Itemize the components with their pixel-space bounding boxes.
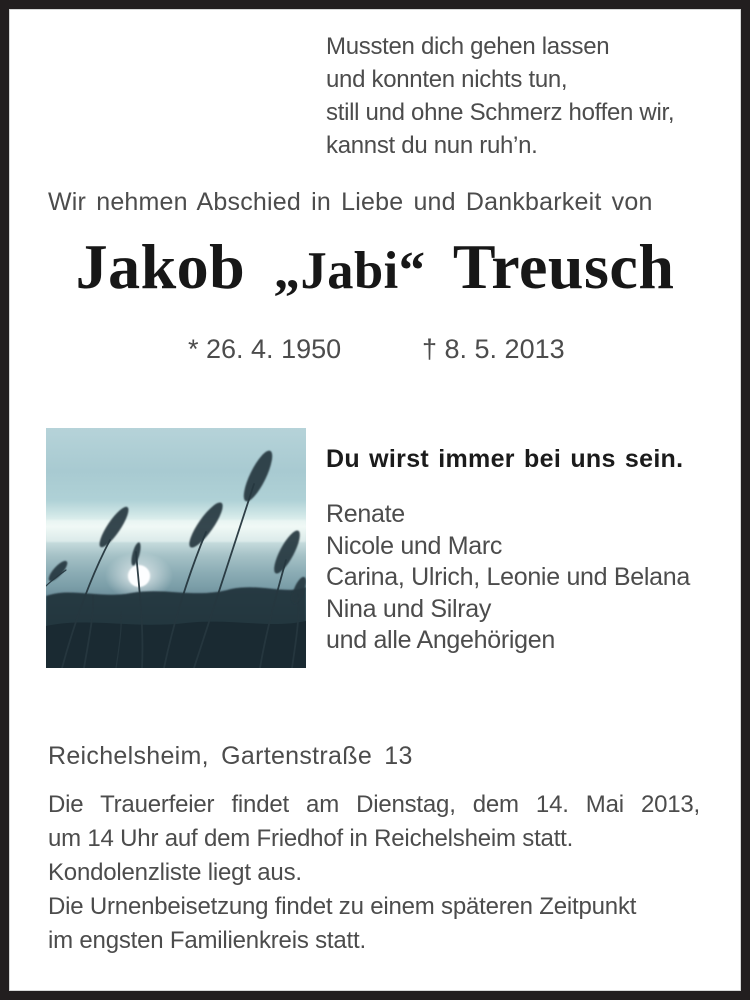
mourner: Nicole und Marc (326, 531, 503, 560)
address-line: Reichelsheim, Gartenstraße 13 (48, 742, 413, 770)
poem-line: und konnten nichts tun, (326, 66, 568, 93)
mourner: Nina und Silray (326, 594, 492, 623)
farewell-message: Du wirst immer bei uns sein. (326, 445, 684, 473)
funeral-details-line: Die Urnenbeisetzung findet zu einem späteren Zeitpunkt (48, 893, 637, 920)
deceased-first-name: Jakob (75, 231, 246, 302)
mourner: Renate (326, 500, 405, 528)
memorial-photo-sunset-grass (46, 428, 306, 668)
death-date: † 8. 5. 2013 (422, 334, 565, 364)
funeral-details-line: im engsten Familienkreis statt. (48, 927, 366, 954)
life-dates (0, 334, 750, 370)
mourner: und alle Angehörigen (326, 626, 555, 654)
funeral-details-line: um 14 Uhr auf dem Friedhof in Reichelsheim statt. (48, 825, 574, 852)
birth-date: * 26. 4. 1950 (188, 334, 342, 364)
mourners-list (326, 499, 690, 657)
mourner: Carina, Ulrich, Leonie und Belana (326, 563, 690, 591)
funeral-details (48, 788, 700, 958)
deceased-name (0, 226, 750, 312)
poem-line: kannst du nun ruh’n. (326, 132, 538, 159)
deceased-nickname: „Jabi“ (273, 242, 426, 300)
funeral-details-line: Kondolenzliste liegt aus. (48, 859, 302, 886)
deceased-last-name: Treusch (452, 231, 675, 302)
poem-line: Mussten dich gehen lassen (326, 33, 610, 60)
memorial-poem (326, 30, 674, 162)
poem-line: still und ohne Schmerz hoffen wir, (326, 99, 675, 126)
funeral-details-line: Die Trauerfeier findet am Dienstag, dem 14. Mai 2013, (48, 791, 700, 818)
farewell-intro: Wir nehmen Abschied in Liebe und Dankbarkeit von (48, 188, 653, 216)
